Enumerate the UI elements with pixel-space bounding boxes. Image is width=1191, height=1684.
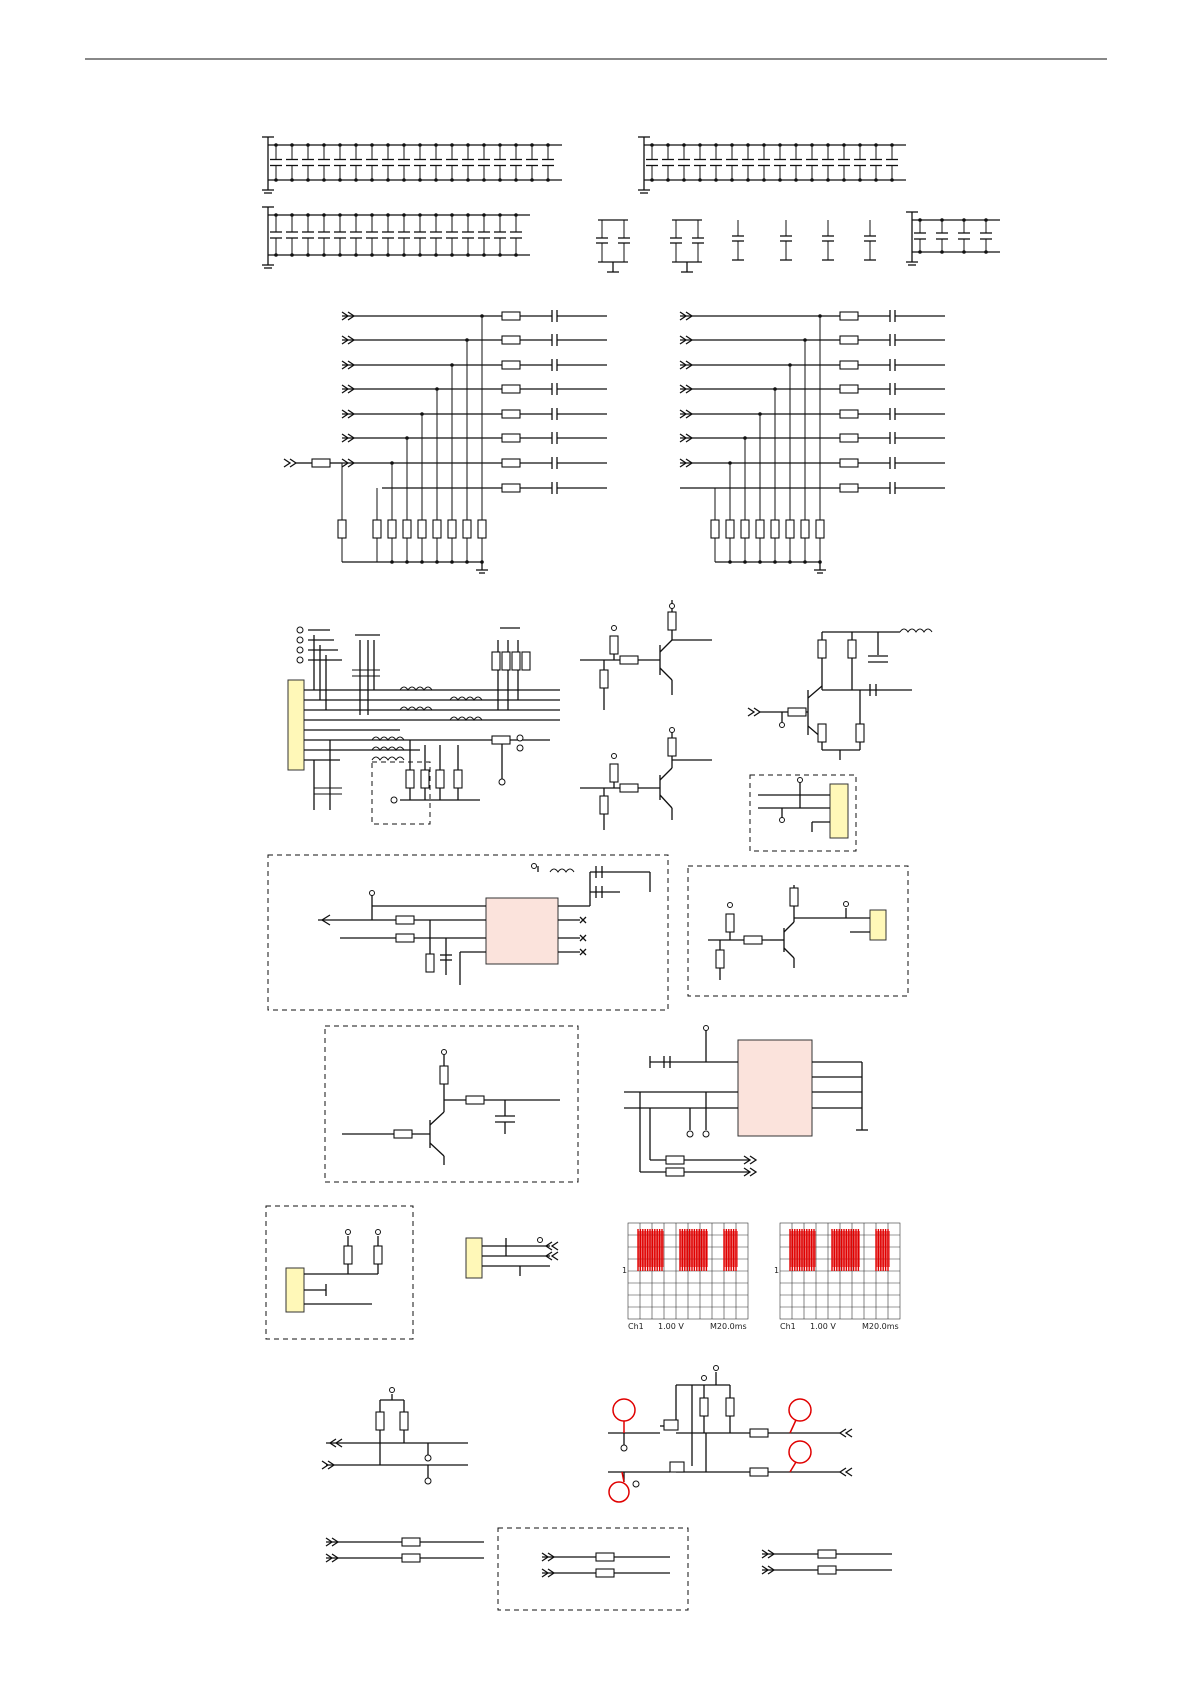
scope-waveform bbox=[790, 1229, 890, 1271]
decoupling-capacitor-banks bbox=[262, 137, 1000, 272]
input-connector bbox=[288, 680, 304, 770]
oscilloscope-capture-2 bbox=[774, 1223, 900, 1331]
inverter-stage bbox=[325, 1026, 578, 1182]
pull-up-pair bbox=[322, 1388, 468, 1485]
oscillator-connector bbox=[830, 784, 848, 838]
connector-blocks bbox=[266, 1206, 558, 1339]
output-connector bbox=[870, 910, 886, 940]
interface-ic-block bbox=[624, 1026, 868, 1177]
transistor-switch-stage bbox=[580, 600, 712, 830]
left-connector bbox=[286, 1268, 304, 1312]
highlight-marker-2 bbox=[609, 1482, 629, 1502]
driver-ic bbox=[486, 898, 558, 964]
input-filter-block bbox=[288, 627, 560, 824]
level-shifter bbox=[608, 1366, 852, 1503]
scope-time: M20.0ms bbox=[862, 1322, 899, 1331]
highlight-marker-4 bbox=[789, 1441, 811, 1463]
scope-channel: Ch1 bbox=[780, 1322, 796, 1331]
scope-time: M20.0ms bbox=[710, 1322, 747, 1331]
scope-channel: Ch1 bbox=[628, 1322, 644, 1331]
scope-waveform bbox=[638, 1229, 738, 1271]
interface-ic bbox=[738, 1040, 812, 1136]
scope-volts: 1.00 V bbox=[658, 1322, 684, 1331]
highlight-marker-1 bbox=[613, 1399, 635, 1421]
scope-volts: 1.00 V bbox=[810, 1322, 836, 1331]
scope-marker: 1 bbox=[622, 1266, 628, 1275]
output-driver-block bbox=[688, 866, 908, 996]
scope-marker: 1 bbox=[774, 1266, 780, 1275]
highlight-marker-3 bbox=[789, 1399, 811, 1421]
oscilloscope-capture-1 bbox=[622, 1223, 748, 1331]
driver-ic-block bbox=[268, 855, 668, 1010]
resistor-capacitor-ladders bbox=[284, 310, 945, 573]
oscillator-stage bbox=[748, 629, 932, 851]
middle-connector bbox=[466, 1238, 482, 1278]
series-resistor-pairs bbox=[326, 1528, 892, 1610]
